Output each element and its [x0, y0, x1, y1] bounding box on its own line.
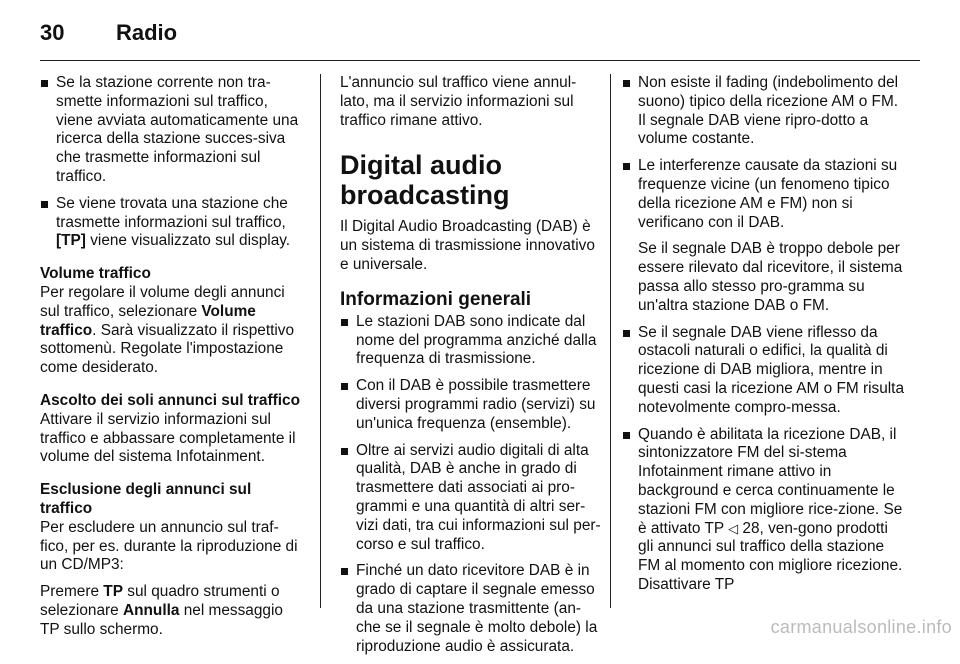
page-reference-icon: ◁	[728, 520, 739, 536]
bullet-item: Le stazioni DAB sono indicate dal nome del programma anziché dalla frequenza di trasmissione.	[340, 313, 602, 369]
bullet-continuation: Se il segnale DAB è troppo debole per essere rilevato dal ricevitore, il sistema passa allo stesso pro-gramma su un'altra stazione DAB o FM.	[638, 240, 903, 314]
bullet-item: Finché un dato ricevitore DAB è in grado di captare il segnale emesso da una stazione trasmittente (an-che se il segnale è molto debole) la riproduzione audio è assicurata.	[340, 562, 602, 656]
watermark: carmanualsonline.info	[770, 617, 952, 637]
column-divider-1	[320, 74, 321, 608]
paragraph: L'annuncio sul traffico viene annul-lato, ma il servizio informazioni sul traffico rimane attivo.	[340, 74, 577, 129]
column-divider-2	[610, 74, 611, 608]
paragraph: Attivare il servizio informazioni sul traffico e abbassare completamente il volume del sistema Infotainment.	[40, 410, 296, 466]
bullet-item: Non esiste il fading (indebolimento del suono) tipico della ricezione AM o FM. Il segnale DAB viene ripro-dotto a volume costante.	[622, 74, 904, 149]
subheading: Esclusione degli annunci sul traffico	[40, 481, 252, 517]
page-number: 30	[40, 20, 65, 45]
bullet-item: Le interferenze causate da stazioni su frequenze vicine (un fenomeno tipico della ricezione AM e FM) non si verificano con il DAB.	[622, 157, 904, 232]
section-title: Digital audio broadcasting	[340, 150, 510, 211]
column-1	[40, 74, 302, 640]
page-header	[40, 16, 920, 61]
ascolto-section	[40, 392, 302, 467]
column-3	[622, 74, 904, 603]
volume-traffico-section	[40, 265, 302, 378]
paragraph: Per escludere un annuncio sul traf-fico, per es. durante la riproduzione di un CD/MP3:	[40, 518, 298, 574]
bullet-item: Con il DAB è possibile trasmettere diversi programmi radio (servizi) su un'unica frequenza (ensemble).	[340, 377, 602, 433]
paragraph: Premere TP sul quadro strumenti o selezionare Annulla nel messaggio TP sullo schermo.	[40, 583, 283, 638]
esclusione-section	[40, 481, 302, 639]
bullet-item: Se il segnale DAB viene riflesso da ostacoli naturali o edifici, la qualità di ricezione di DAB migliora, mentre in questi casi la ricezione AM o FM risulta notevolmente compro-messa.	[622, 324, 904, 418]
subsection-title: Informazioni generali	[340, 288, 532, 310]
subheading: Volume traffico	[40, 265, 151, 283]
bullet-item: Oltre ai servizi audio digitali di alta qualità, DAB è anche in grado di trasmettere dati associati ai pro-grammi e una quantità di altri ser-vizi dati, tra cui informazioni sul per-corso e sul traffico.	[340, 442, 602, 555]
paragraph: Per regolare il volume degli annunci sul traffico, selezionare Volume traffico. Sarà visualizzato il rispettivo sottomenù. Regolate l'impostazione come desiderato.	[40, 283, 295, 377]
bullet-item: Quando è abilitata la ricezione DAB, il sintonizzatore FM del si-stema Infotainment rimane attivo in background e cerca continuamente le stazioni FM con migliore rice-zione. Se è attivato TP ◁ 28, ven-gono prodotti gli annunci sul traffico della stazione FM al momento con migliore ricezione. Disattivare TP	[622, 426, 904, 595]
subheading: Ascolto dei soli annunci sul traffico	[40, 391, 300, 409]
page-title: Radio	[116, 20, 178, 45]
paragraph: Il Digital Audio Broadcasting (DAB) è un sistema di trasmissione innovativo e universale.	[340, 218, 595, 273]
bullet-item: Se viene trovata una stazione che trasmette informazioni sul traffico, [TP] viene visualizzato sul display.	[40, 195, 302, 251]
column-2	[340, 74, 602, 664]
bullet-item: Se la stazione corrente non tra-smette informazioni sul traffico, viene avviata automaticamente una ricerca della stazione succes-siva che trasmette informazioni sul traffico.	[40, 74, 302, 187]
